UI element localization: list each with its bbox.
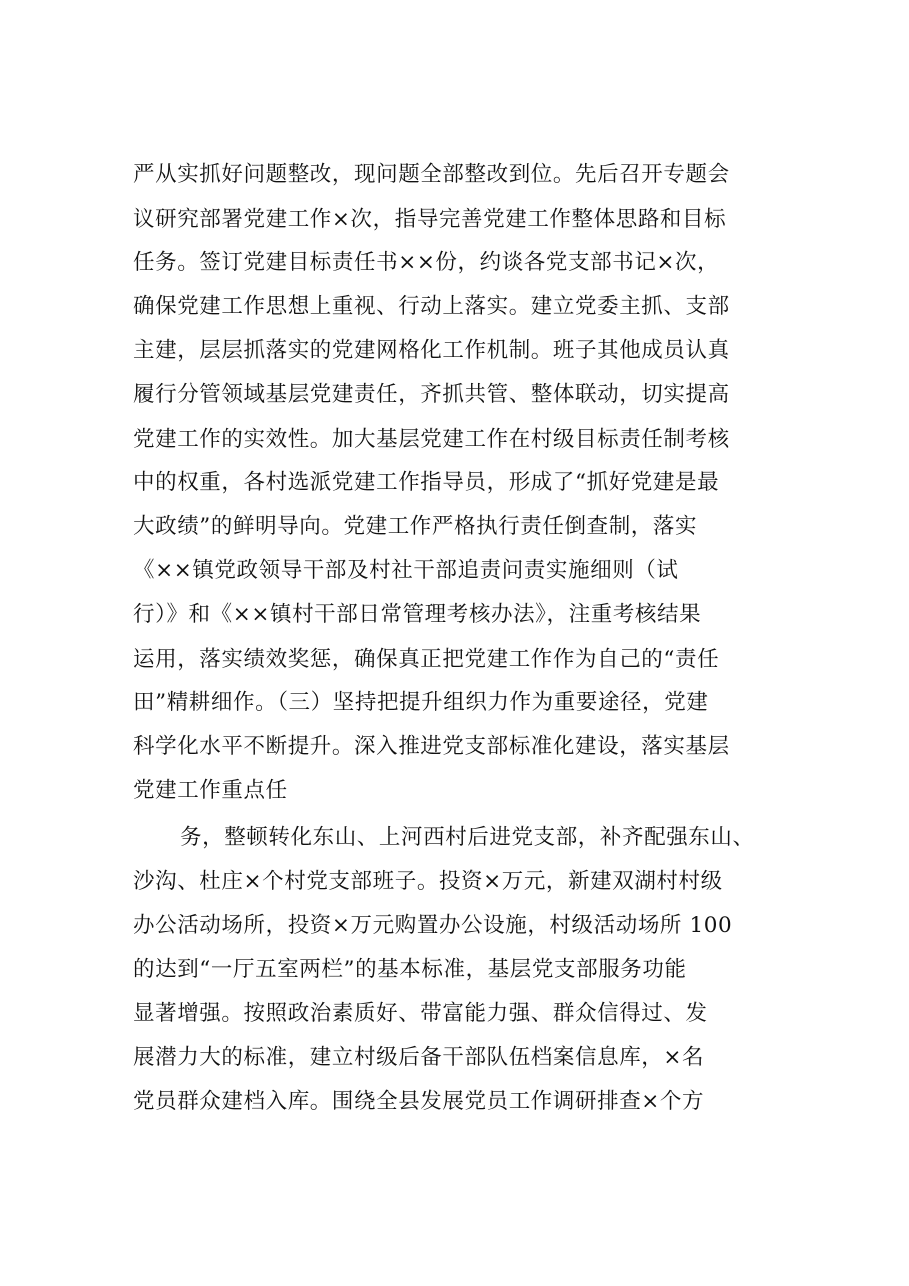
text-line: 任务。签订党建目标责任书××份，约谈各党支部书记×次， — [133, 250, 720, 275]
text-line: 议研究部署党建工作×次，指导完善党建工作整体思路和目标 — [133, 207, 727, 232]
text-line: 沙沟、杜庄×个村党支部班子。投资×万元，新建双湖村村级 — [133, 869, 723, 894]
text-line: 党建工作重点任 — [133, 778, 288, 803]
text-line: 履行分管领域基层党建责任，齐抓共管、整体联动，切实提高 — [133, 382, 730, 407]
text-line: 显著增强。按照政治素质好、带富能力强、群众信得过、发 — [133, 1001, 708, 1026]
text-line: 党建工作的实效性。加大基层党建工作在村级目标责任制考核 — [133, 427, 730, 452]
text-line: 办公活动场所，投资×万元购置办公设施，村级活动场所 100 — [133, 913, 733, 938]
text-line: 大政绩”的鲜明导向。党建工作严格执行责任倒查制，落实 — [133, 514, 698, 539]
text-line: 的达到“一厅五室两栏”的基本标准，基层党支部服务功能 — [133, 957, 687, 982]
text-line: 严从实抓好问题整改，现问题全部整改到位。先后召开专题会 — [133, 162, 730, 187]
text-line: 主建，层层抓落实的党建网格化工作机制。班子其他成员认真 — [133, 338, 730, 363]
text-line: 中的权重，各村选派党建工作指导员，形成了“抓好党建是最 — [133, 470, 720, 495]
text-line: 党员群众建档入库。围绕全县发展党员工作调研排查×个方 — [133, 1089, 705, 1114]
text-line: 《××镇党政领导干部及村社干部追责问责实施细则（试 — [133, 558, 679, 583]
text-line: 科学化水平不断提升。深入推进党支部标准化建设，落实基层 — [133, 734, 730, 759]
text-line: 运用，落实绩效奖惩，确保真正把党建工作作为自己的“责任 — [133, 647, 720, 672]
text-line: 田”精耕细作。（三）坚持把提升组织力作为重要途径，党建 — [133, 690, 709, 715]
text-line: 行）》和《××镇村干部日常管理考核办法》，注重考核结果 — [133, 602, 702, 627]
text-line: 确保党建工作思想上重视、行动上落实。建立党委主抓、支部 — [133, 294, 730, 319]
text-line: 务，整顿转化东山、上河西村后进党支部，补齐配强东山、 — [180, 825, 755, 850]
text-line: 展潜力大的标准，建立村级后备干部队伍档案信息库，×名 — [133, 1045, 705, 1070]
